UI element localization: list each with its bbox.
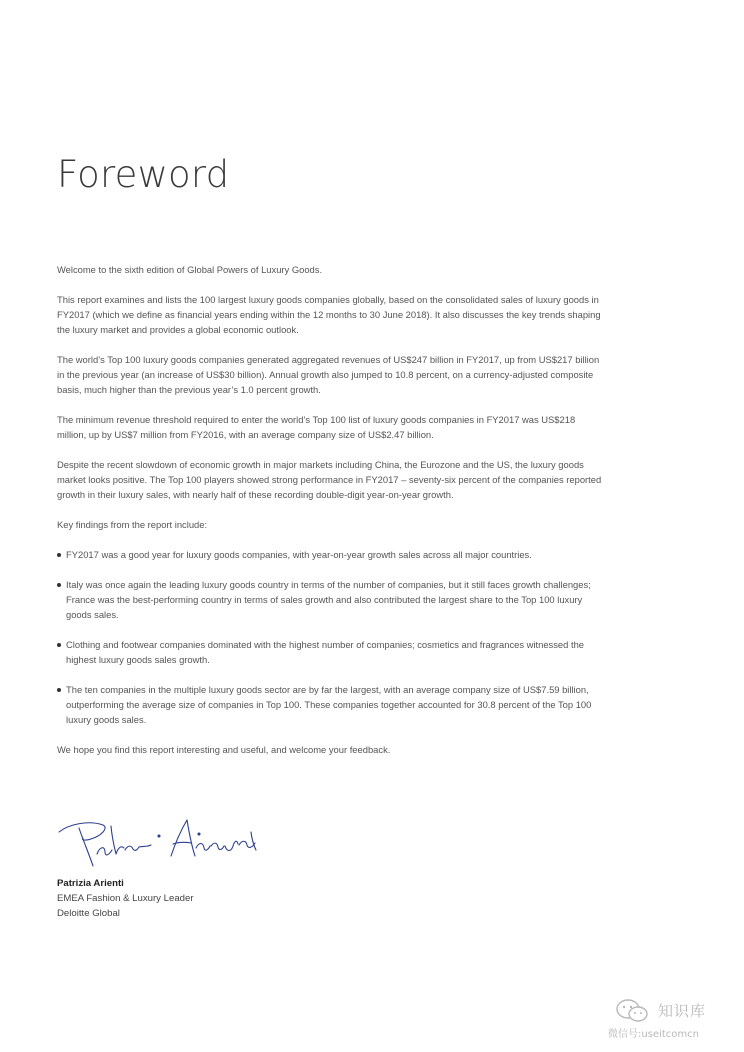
finding-text: Italy was once again the leading luxury goods country in terms of the number of companies, but it still faces growth challenges; France was the best-performing country in terms of sales growth and also contributed the largest share to the Top 100 luxury goods sales.	[66, 579, 591, 620]
body-paragraph: The minimum revenue threshold required to enter the world’s Top 100 list of luxury goods companies in FY2017 was US$218 million, up by US$7 million from FY2016, with an average company size of US$2.47 billion.	[57, 414, 576, 440]
signature-block	[57, 876, 194, 921]
finding-text: Clothing and footwear companies dominated with the highest number of companies; cosmetics and fragrances witnessed the highest luxury goods sales growth.	[66, 639, 584, 665]
signatory-org: Deloitte Global	[57, 908, 120, 919]
finding-item	[57, 547, 602, 562]
signatory-name: Patrizia Arienti	[57, 878, 124, 889]
bullet-icon	[57, 583, 61, 587]
body-paragraph: This report examines and lists the 100 largest luxury goods companies globally, based on the consolidated sales of luxury goods in FY2017 (which we define as financial years ending within the 12 months to 30 June 2018). It also discusses the key trends shaping the luxury market and provides a global economic outlook.	[57, 294, 601, 335]
intro-paragraph: Welcome to the sixth edition of Global Powers of Luxury Goods.	[57, 264, 323, 275]
handwritten-signature	[55, 812, 265, 874]
bullet-icon	[57, 553, 61, 557]
finding-item	[57, 637, 602, 667]
finding-item	[57, 682, 602, 727]
watermark-name: 知识库	[658, 1002, 707, 1020]
page-title: Foreword	[57, 153, 230, 196]
bullet-icon	[57, 643, 61, 647]
bullet-icon	[57, 688, 61, 692]
foreword-body	[57, 262, 602, 772]
body-paragraph: The world’s Top 100 luxury goods companies generated aggregated revenues of US$247 billion in FY2017, up from US$217 billion in the previous year (an increase of US$30 billion). Annual growth also jumped to 10.8 percent, on a currency-adjusted composite basis, much higher than the previous year’s 1.0 percent growth.	[57, 354, 600, 395]
watermark	[608, 998, 734, 1040]
finding-text: The ten companies in the multiple luxury goods sector are by far the largest, with an average company size of US$7.59 billion, outperforming the average size of companies in Top 100. These companies together accounted for 30.8 percent of the Top 100 luxury goods sales.	[66, 684, 592, 725]
findings-intro: Key findings from the report include:	[57, 519, 208, 530]
watermark-id: 微信号:useitcomcn	[608, 1029, 699, 1040]
signatory-role: EMEA Fashion & Luxury Leader	[57, 893, 194, 904]
finding-item	[57, 577, 602, 622]
findings-list	[57, 547, 602, 727]
finding-text: FY2017 was a good year for luxury goods companies, with year-on-year growth sales across all major countries.	[66, 549, 532, 560]
body-paragraph: Despite the recent slowdown of economic growth in major markets including China, the Eurozone and the US, the luxury goods market looks positive. The Top 100 players showed strong performance in FY2017 – seventy-six percent of the companies reported growth in their luxury sales, with nearly half of these recording double-digit year-on-year growth.	[57, 459, 602, 500]
wechat-icon	[614, 998, 650, 1024]
closing-paragraph: We hope you find this report interesting and useful, and welcome your feedback.	[57, 744, 391, 755]
